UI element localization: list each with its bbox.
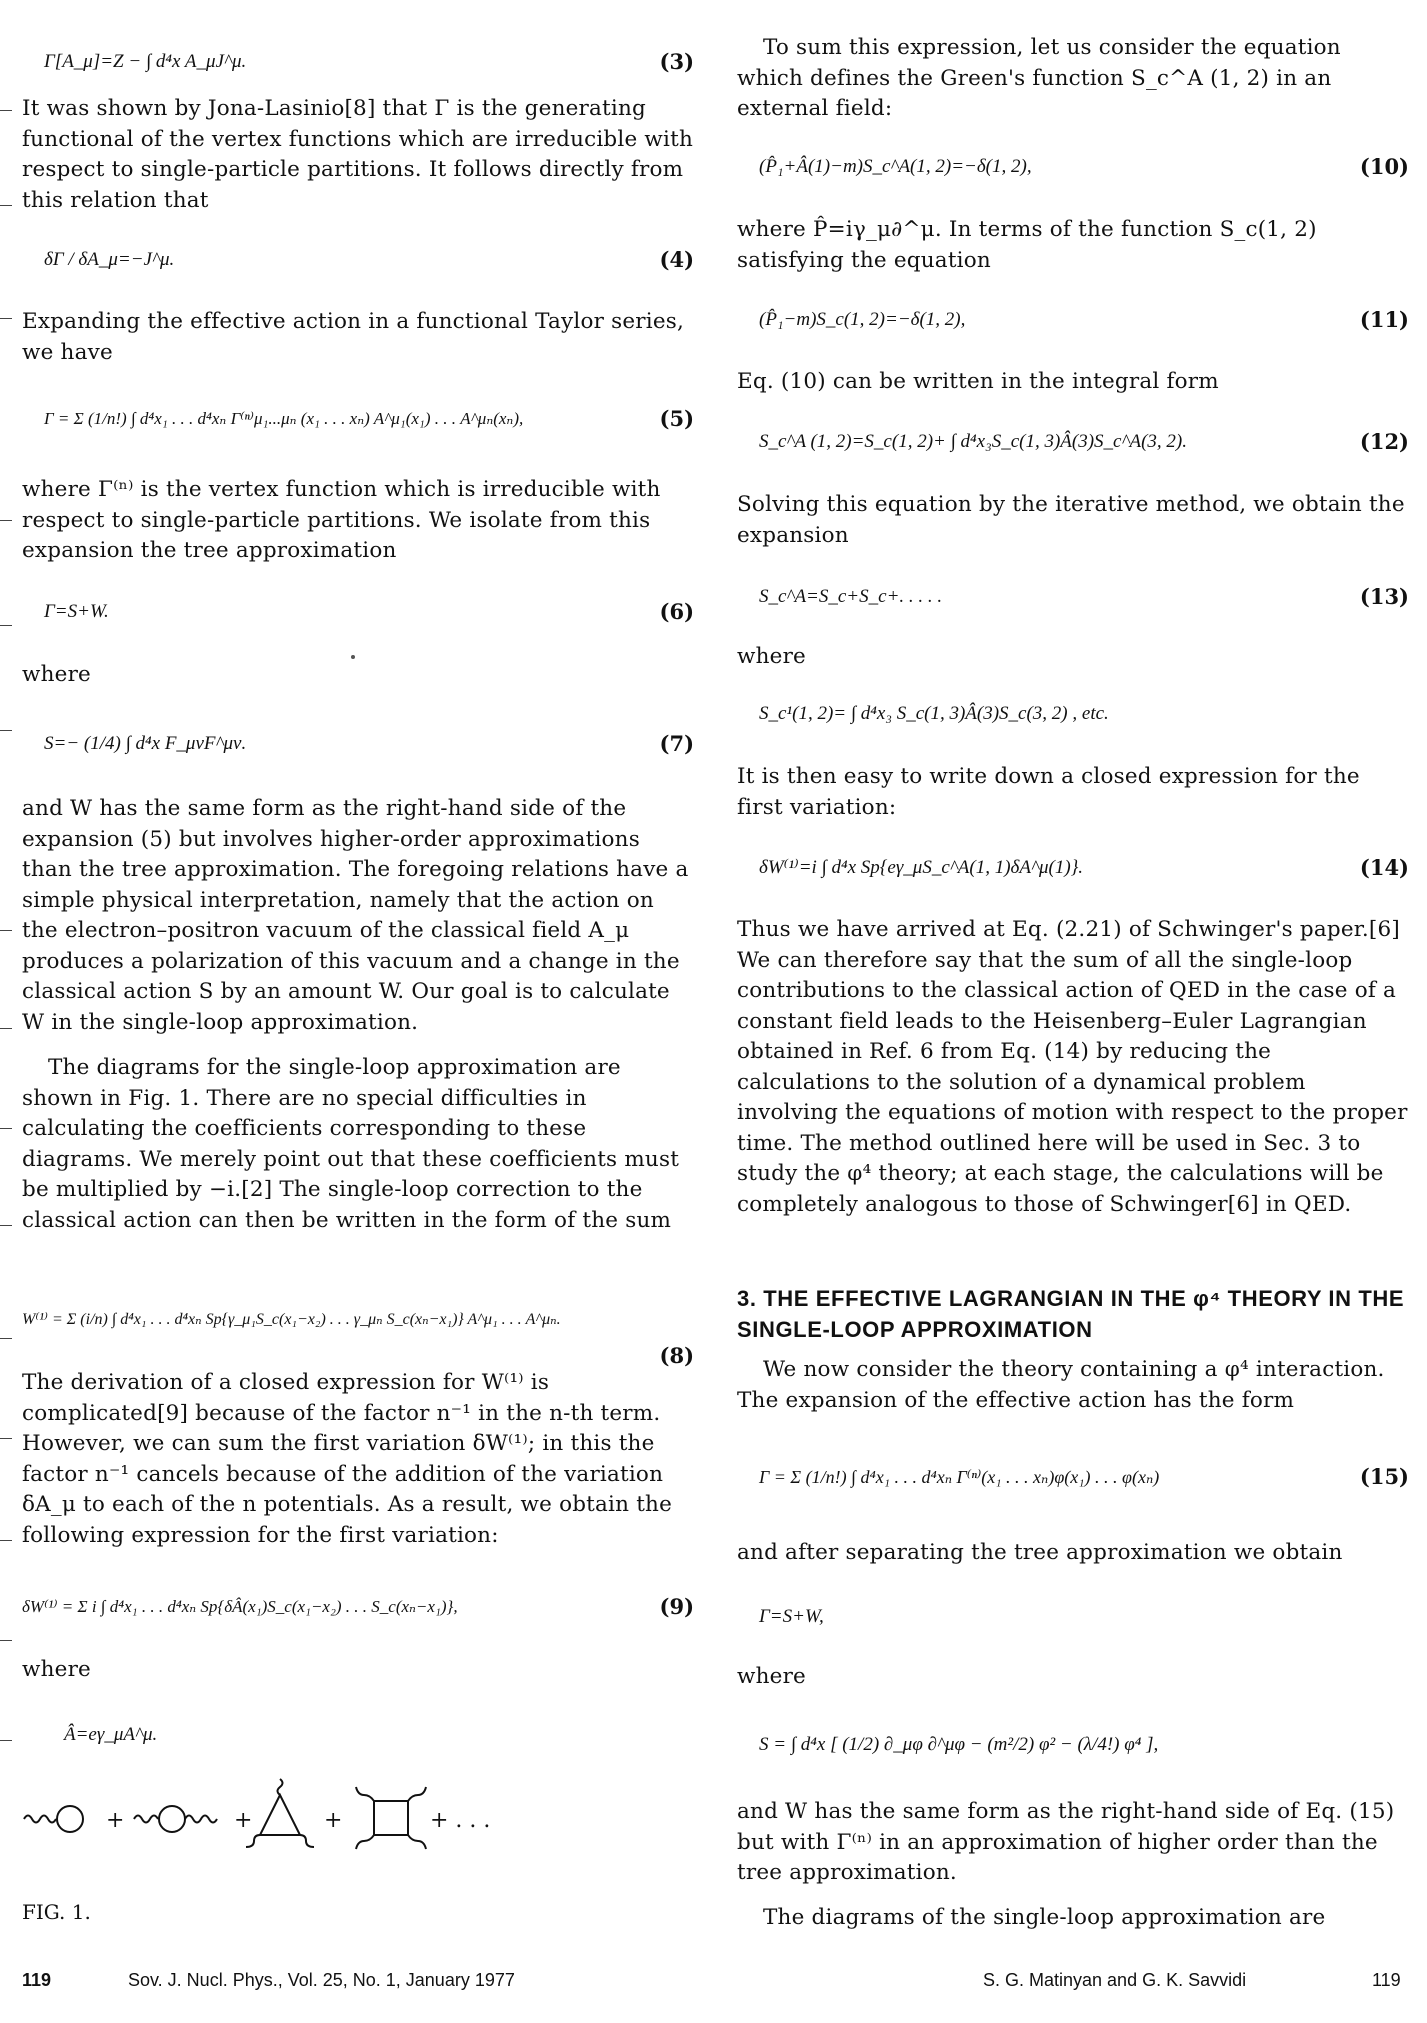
paragraph: where — [22, 662, 91, 687]
equation-11 — [737, 303, 1409, 337]
equation-expression: S_c¹(1, 2)= ∫ d⁴x₃ S_c(1, 3)Â(3)S_c(3, 2) , etc. — [759, 703, 1109, 724]
paragraph: and W has the same form as the right-hand side of Eq. (15) but with Γ⁽ⁿ⁾ in an approximation of higher order than the tree approximation. — [737, 1799, 1395, 1885]
equation-14 — [737, 851, 1409, 885]
equation-3 — [22, 45, 694, 79]
paragraph: where — [22, 1657, 91, 1682]
equation-gamma — [737, 1600, 1409, 1634]
margin-mark — [0, 520, 12, 521]
equation-expression: S_c^A (1, 2)=S_c(1, 2)+ ∫ d⁴x₃S_c(1, 3)Â(3)S_c^A(3, 2). — [759, 431, 1188, 452]
paragraph: We now consider the theory containing a φ⁴ interaction. The expansion of the effective action has the form — [737, 1357, 1385, 1413]
paragraph: The derivation of a closed expression for W⁽¹⁾ is complicated[9] because of the factor n⁻¹ in the n-th term. However, we can sum the first variation δW⁽¹⁾; in this the factor n⁻¹ cancels because of the addition of the variation δA_μ to each of the n potentials. As a result, we obtain the following expression for the first variation: — [22, 1370, 673, 1548]
feynman-diagrams-figure — [22, 1775, 694, 1865]
paragraph: Solving this equation by the iterative method, we obtain the expansion — [737, 492, 1405, 548]
equation-number: (8) — [659, 1343, 694, 1368]
equation-expression: Γ[A_μ]=Z − ∫ d⁴x A_μJ^μ. — [44, 51, 247, 72]
equation-expression: S=− (1/4) ∫ d⁴x F_μνF^μν. — [44, 733, 247, 754]
page-number-left: 119 — [22, 1970, 52, 1990]
equation-4 — [22, 243, 694, 277]
margin-mark — [0, 1338, 12, 1339]
scan-speck — [351, 655, 355, 659]
equation-number: (5) — [659, 406, 694, 431]
equation-expression: δW⁽¹⁾ = Σ i ∫ d⁴x₁ . . . d⁴xₙ Sp{δÂ(x₁)S_c(x₁−x₂) . . . S_c(xₙ−x₁)}, — [22, 1597, 458, 1616]
paragraph: Expanding the effective action in a functional Taylor series, we have — [22, 309, 685, 365]
equation-8 — [22, 1303, 694, 1368]
photon-line — [24, 1816, 56, 1823]
box-loop — [374, 1801, 408, 1835]
journal-citation: Sov. J. Nucl. Phys., Vol. 25, No. 1, January 1977 — [128, 1970, 515, 1990]
margin-mark — [0, 1225, 12, 1226]
equation-10 — [737, 150, 1409, 184]
equation-expression: Â=eγ_μA^μ. — [64, 1724, 158, 1745]
figure-caption: FIG. 1. — [22, 1900, 91, 1924]
paragraph: The diagrams for the single-loop approximation are shown in Fig. 1. There are no special difficulties in calculating the coefficients corresponding to these diagrams. We merely point out that these coefficients must be multiplied by −i.[2] The single-loop correction to the classical action can then be written in the form of the sum — [22, 1055, 680, 1233]
paragraph: and W has the same form as the right-hand side of the expansion (5) but involves higher-order approximations than the tree approximation. The foregoing relations have a simple physical interpretation, namely that the action on the electron–positron vacuum of the classical field A_μ produces a polarization of this vacuum and a change in the classical action S by an amount W. Our goal is to calculate W in the single-loop approximation. — [22, 796, 689, 1035]
photon-line — [300, 1835, 314, 1847]
equation-6 — [22, 595, 694, 629]
paragraph: where P̂=iγ_μ∂^μ. In terms of the function S_c(1, 2) satisfying the equation — [737, 217, 1317, 273]
equation-expression: (P̂₁−m)S_c(1, 2)=−δ(1, 2), — [759, 309, 966, 330]
plus-sign: + — [106, 1808, 125, 1833]
equation-expression: Γ = Σ (1/n!) ∫ d⁴x₁ . . . d⁴xₙ Γ⁽ⁿ⁾μ₁...μₙ (x₁ . . . xₙ) A^μ₁(x₁) . . . A^μₙ(xₙ), — [44, 409, 524, 428]
paragraph: Thus we have arrived at Eq. (2.21) of Schwinger's paper.[6] We can therefore say that the sum of all the single-loop contributions to the classical action of QED in the case of a constant field leads to the Heisenberg–Euler Lagrangian obtained in Ref. 6 from Eq. (14) by reducing the calculations to the solution of a dynamical problem involving the equations of motion with respect to the proper time. The method outlined here will be used in Sec. 3 to study the φ⁴ theory; at each stage, the calculations will be completely analogous to those of Schwinger[6] in QED. — [737, 917, 1408, 1217]
margin-mark — [0, 1540, 12, 1541]
paragraph: The diagrams of the single-loop approximation are — [763, 1905, 1326, 1930]
photon-line — [185, 1816, 217, 1823]
paragraph: where Γ⁽ⁿ⁾ is the vertex function which is irreducible with respect to single-particle partitions. We isolate from this expansion the tree approximation — [22, 477, 661, 563]
section-heading: 3. THE EFFECTIVE LAGRANGIAN IN THE φ⁴ THEORY IN THE SINGLE-LOOP APPROXIMATION — [737, 1286, 1405, 1342]
paragraph: To sum this expression, let us consider the equation which defines the Green's function S_c^A (1, 2) in an external field: — [737, 35, 1341, 121]
plus-sign: + — [324, 1808, 343, 1833]
margin-mark — [0, 1438, 12, 1439]
equation-number: (6) — [659, 599, 694, 624]
paragraph: where — [737, 1664, 806, 1689]
paragraph: Eq. (10) can be written in the integral form — [737, 369, 1219, 394]
margin-mark — [0, 730, 12, 731]
paragraph: and after separating the tree approximation we obtain — [737, 1540, 1343, 1565]
photon-line — [134, 1816, 158, 1823]
equation-15 — [737, 1460, 1409, 1494]
equation-12 — [737, 425, 1409, 459]
fermion-loop — [57, 1806, 83, 1832]
equation-7 — [22, 727, 694, 761]
equation-a-hat — [22, 1718, 694, 1752]
margin-mark — [0, 205, 12, 206]
author-line: S. G. Matinyan and G. K. Savvidi — [983, 1970, 1247, 1990]
page-number-right: 119 — [1372, 1970, 1401, 1990]
equation-expression: δW⁽¹⁾=i ∫ d⁴x Sp{eγ_μS_c^A(1, 1)δA^μ(1)}. — [759, 857, 1084, 878]
margin-mark — [0, 1128, 12, 1129]
equation-13 — [737, 580, 1409, 614]
equation-expression: W⁽¹⁾ = Σ (i/n) ∫ d⁴x₁ . . . d⁴xₙ Sp{γ_μ₁S_c(x₁−x₂) . . . γ_μₙ S_c(xₙ−x₁)} A^μ₁ . . . A^μₙ. — [22, 1311, 561, 1328]
photon-line — [408, 1787, 426, 1801]
equation-5 — [22, 402, 694, 436]
photon-line — [408, 1835, 426, 1849]
equation-s1 — [737, 697, 1409, 731]
equation-expression: δΓ / δA_μ=−J^μ. — [44, 249, 175, 270]
equation-expression: (P̂₁+Â(1)−m)S_c^A(1, 2)=−δ(1, 2), — [759, 156, 1032, 177]
equation-9 — [22, 1590, 694, 1624]
equation-number: (13) — [1359, 584, 1409, 609]
fermion-loop — [159, 1806, 185, 1832]
triangle-loop — [260, 1795, 300, 1835]
plus-sign: + — [234, 1808, 253, 1833]
margin-mark — [0, 930, 12, 931]
equation-expression: Γ=S+W, — [759, 1606, 824, 1627]
margin-mark — [0, 1740, 12, 1741]
equation-number: (14) — [1359, 855, 1409, 880]
paragraph: where — [737, 644, 806, 669]
equation-number: (15) — [1359, 1464, 1409, 1489]
photon-line — [356, 1787, 374, 1801]
photon-line — [246, 1835, 260, 1847]
margin-mark — [0, 1028, 12, 1029]
equation-number: (12) — [1359, 429, 1409, 454]
equation-expression: S = ∫ d⁴x [ (1/2) ∂_μφ ∂^μφ − (m²/2) φ² − (λ/4!) φ⁴ ], — [759, 1734, 1159, 1755]
equation-s — [737, 1728, 1409, 1762]
equation-number: (11) — [1359, 307, 1409, 332]
plus-sign-ellipsis: + . . . — [430, 1808, 491, 1833]
paragraph: It is then easy to write down a closed expression for the first variation: — [737, 764, 1360, 820]
equation-expression: Γ = Σ (1/n!) ∫ d⁴x₁ . . . d⁴xₙ Γ⁽ⁿ⁾(x₁ . . . xₙ)φ(x₁) . . . φ(xₙ) — [759, 1467, 1160, 1487]
paragraph: It was shown by Jona-Lasinio[8] that Γ is the generating functional of the vertex functions which are irreducible with respect to single-particle partitions. It follows directly from this relation that — [22, 96, 693, 213]
photon-line — [356, 1835, 374, 1849]
photon-line — [278, 1779, 283, 1795]
equation-number: (3) — [659, 49, 694, 74]
margin-mark — [0, 318, 12, 319]
equation-number: (10) — [1359, 154, 1409, 179]
margin-mark — [0, 625, 12, 626]
equation-number: (7) — [659, 731, 694, 756]
equation-number: (4) — [659, 247, 694, 272]
equation-expression: Γ=S+W. — [44, 601, 109, 622]
margin-mark — [0, 1640, 12, 1641]
margin-mark — [0, 110, 12, 111]
equation-expression: S_c^A=S_c+S_c+. . . . . — [759, 586, 943, 607]
equation-number: (9) — [659, 1594, 694, 1619]
